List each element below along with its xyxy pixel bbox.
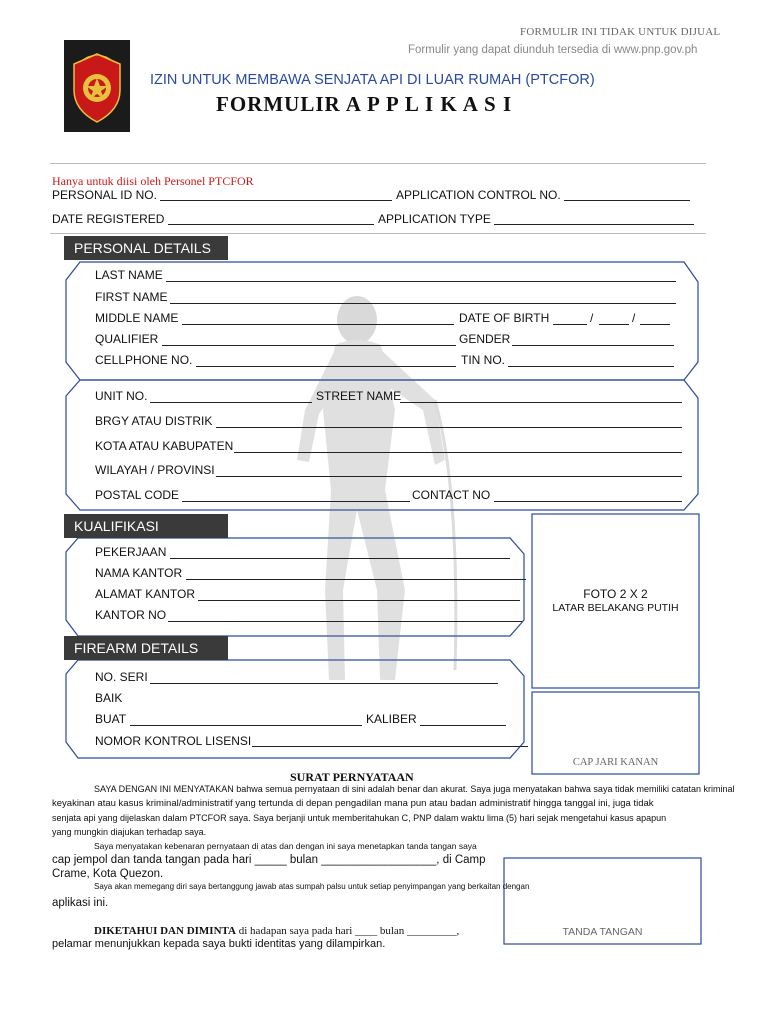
statement-p1-line4: yang mungkin diajukan terhadap saya. [52, 827, 207, 837]
kota-label: KOTA ATAU KABUPATEN [95, 439, 234, 453]
contact-no-field[interactable] [494, 501, 682, 502]
cellphone-field[interactable] [196, 366, 456, 367]
brgy-label: BRGY ATAU DISTRIK [95, 414, 213, 428]
unit-no-field[interactable] [150, 402, 312, 403]
firearm-details-heading: FIREARM DETAILS [64, 636, 228, 660]
personal-id-label: PERSONAL ID NO. [52, 188, 157, 202]
gender-label: GENDER [459, 332, 511, 346]
postal-code-label: POSTAL CODE [95, 488, 180, 502]
witness-rest: di hadapan saya pada hari ____ bulan _________, [236, 925, 460, 937]
alamat-kantor-label: ALAMAT KANTOR [95, 587, 196, 601]
nomor-kontrol-label: NOMOR KONTROL LISENSI [95, 734, 252, 748]
brgy-field[interactable] [216, 427, 682, 428]
thumbprint-label: CAP JARI KANAN [572, 757, 659, 768]
statement-p4: Saya akan memegang diri saya bertanggung jawab atas sumpah palsu untuk setiap penyimpangan yang berkaitan dengan [94, 882, 530, 891]
dob-slash-1: / [590, 311, 594, 325]
kaliber-label: KALIBER [366, 712, 417, 726]
gender-field[interactable] [512, 345, 674, 346]
dob-label: DATE OF BIRTH [459, 311, 550, 325]
postal-code-field[interactable] [182, 501, 410, 502]
statement-p2: Saya menyatakan kebenaran pernyataan di atas dan dengan ini saya menetapkan tanda tangan saya [94, 841, 477, 851]
not-for-sale-note: FORMULIR INI TIDAK UNTUK DIJUAL [520, 26, 721, 38]
buat-label: BUAT [95, 712, 127, 726]
wilayah-field[interactable] [216, 476, 682, 477]
nama-kantor-label: NAMA KANTOR [95, 566, 183, 580]
statement-p1-line2: keyakinan atau kasus kriminal/administratif yang tertunda di depan pengadilan mana pun atau badan administratif hingga tanggal ini, juga tidak [52, 798, 654, 809]
street-name-field[interactable] [400, 402, 682, 403]
no-seri-field[interactable] [150, 683, 498, 684]
statement-p1-line3: senjata api yang dijelaskan dalam PTCFOR saya. Saya berjanji untuk memberitahukan C, PNP dalam waktu lima (5) hari sejak mengetahui kasus apapun [52, 813, 667, 823]
office-use-note: Hanya untuk diisi oleh Personel PTCFOR [52, 174, 254, 188]
app-type-label: APPLICATION TYPE [378, 212, 491, 226]
dob-slash-2: / [632, 311, 636, 325]
witness-bold: DIKETAHUI DAN DIMINTA [94, 925, 236, 937]
buat-field[interactable] [130, 725, 362, 726]
statement-p4-line2: aplikasi ini. [52, 897, 109, 909]
form-title: FORMULIR A P P L I K A S I [216, 92, 513, 116]
qualifier-field[interactable] [162, 345, 456, 346]
signature-area[interactable] [505, 859, 700, 943]
tin-field[interactable] [508, 366, 674, 367]
dob-year-field[interactable] [640, 324, 670, 325]
nomor-kontrol-field[interactable] [252, 746, 528, 747]
statement-p3-line1: cap jempol dan tanda tangan pada hari _____ bulan __________________, di Camp [52, 854, 486, 866]
date-registered-label: DATE REGISTERED [52, 212, 165, 226]
kaliber-field[interactable] [420, 725, 506, 726]
middle-name-label: MIDDLE NAME [95, 311, 179, 325]
kota-field[interactable] [234, 452, 682, 453]
statement-title: SURAT PERNYATAAN [290, 770, 414, 784]
pekerjaan-field[interactable] [170, 558, 510, 559]
unit-no-label: UNIT NO. [95, 389, 148, 403]
download-note: Formulir yang dapat diunduh tersedia di www.pnp.gov.ph [408, 44, 698, 56]
baik-label: BAIK [95, 691, 123, 705]
witness-line2: pelamar menunjukkan kepada saya bukti identitas yang dilampirkan. [52, 938, 386, 950]
street-name-label: STREET NAME [316, 389, 402, 403]
photo-box-label: FOTO 2 X 2 [583, 587, 648, 601]
statement-p3-line2: Crame, Kota Quezon. [52, 868, 164, 880]
middle-name-field[interactable] [182, 324, 454, 325]
qualifier-label: QUALIFIER [95, 332, 159, 346]
form-subtitle: IZIN UNTUK MEMBAWA SENJATA API DI LUAR RUMAH (PTCFOR) [150, 72, 595, 88]
last-name-field[interactable] [166, 281, 676, 282]
witness-line1 [94, 925, 459, 937]
tin-label: TIN NO. [461, 353, 505, 367]
app-control-label: APPLICATION CONTROL NO. [396, 188, 561, 202]
cellphone-label: CELLPHONE NO. [95, 353, 193, 367]
photo-upload-area[interactable] [533, 515, 698, 687]
wilayah-label: WILAYAH / PROVINSI [95, 463, 215, 477]
signature-label: TANDA TANGAN [562, 926, 643, 938]
first-name-field[interactable] [170, 303, 676, 304]
no-seri-label: NO. SERI [95, 670, 148, 684]
kualifikasi-heading: KUALIFIKASI [64, 514, 228, 538]
kantor-no-field[interactable] [168, 621, 522, 622]
nama-kantor-field[interactable] [186, 579, 526, 580]
kantor-no-label: KANTOR NO [95, 608, 167, 622]
dob-month-field[interactable] [599, 324, 629, 325]
alamat-kantor-field[interactable] [198, 600, 520, 601]
first-name-label: FIRST NAME [95, 290, 168, 304]
personal-details-heading: PERSONAL DETAILS [64, 236, 228, 260]
pekerjaan-label: PEKERJAAN [95, 545, 167, 559]
thumbprint-area[interactable] [533, 693, 698, 773]
contact-no-label: CONTACT NO [412, 488, 491, 502]
dob-day-field[interactable] [553, 324, 587, 325]
last-name-label: LAST NAME [95, 268, 163, 282]
photo-box-sublabel: LATAR BELAKANG PUTIH [552, 602, 679, 614]
statement-p1-line1: SAYA DENGAN INI MENYATAKAN bahwa semua pernyataan di sini adalah benar dan akurat. Saya juga menyatakan bahwa saya tidak memiliki catatan kriminal [94, 784, 735, 794]
